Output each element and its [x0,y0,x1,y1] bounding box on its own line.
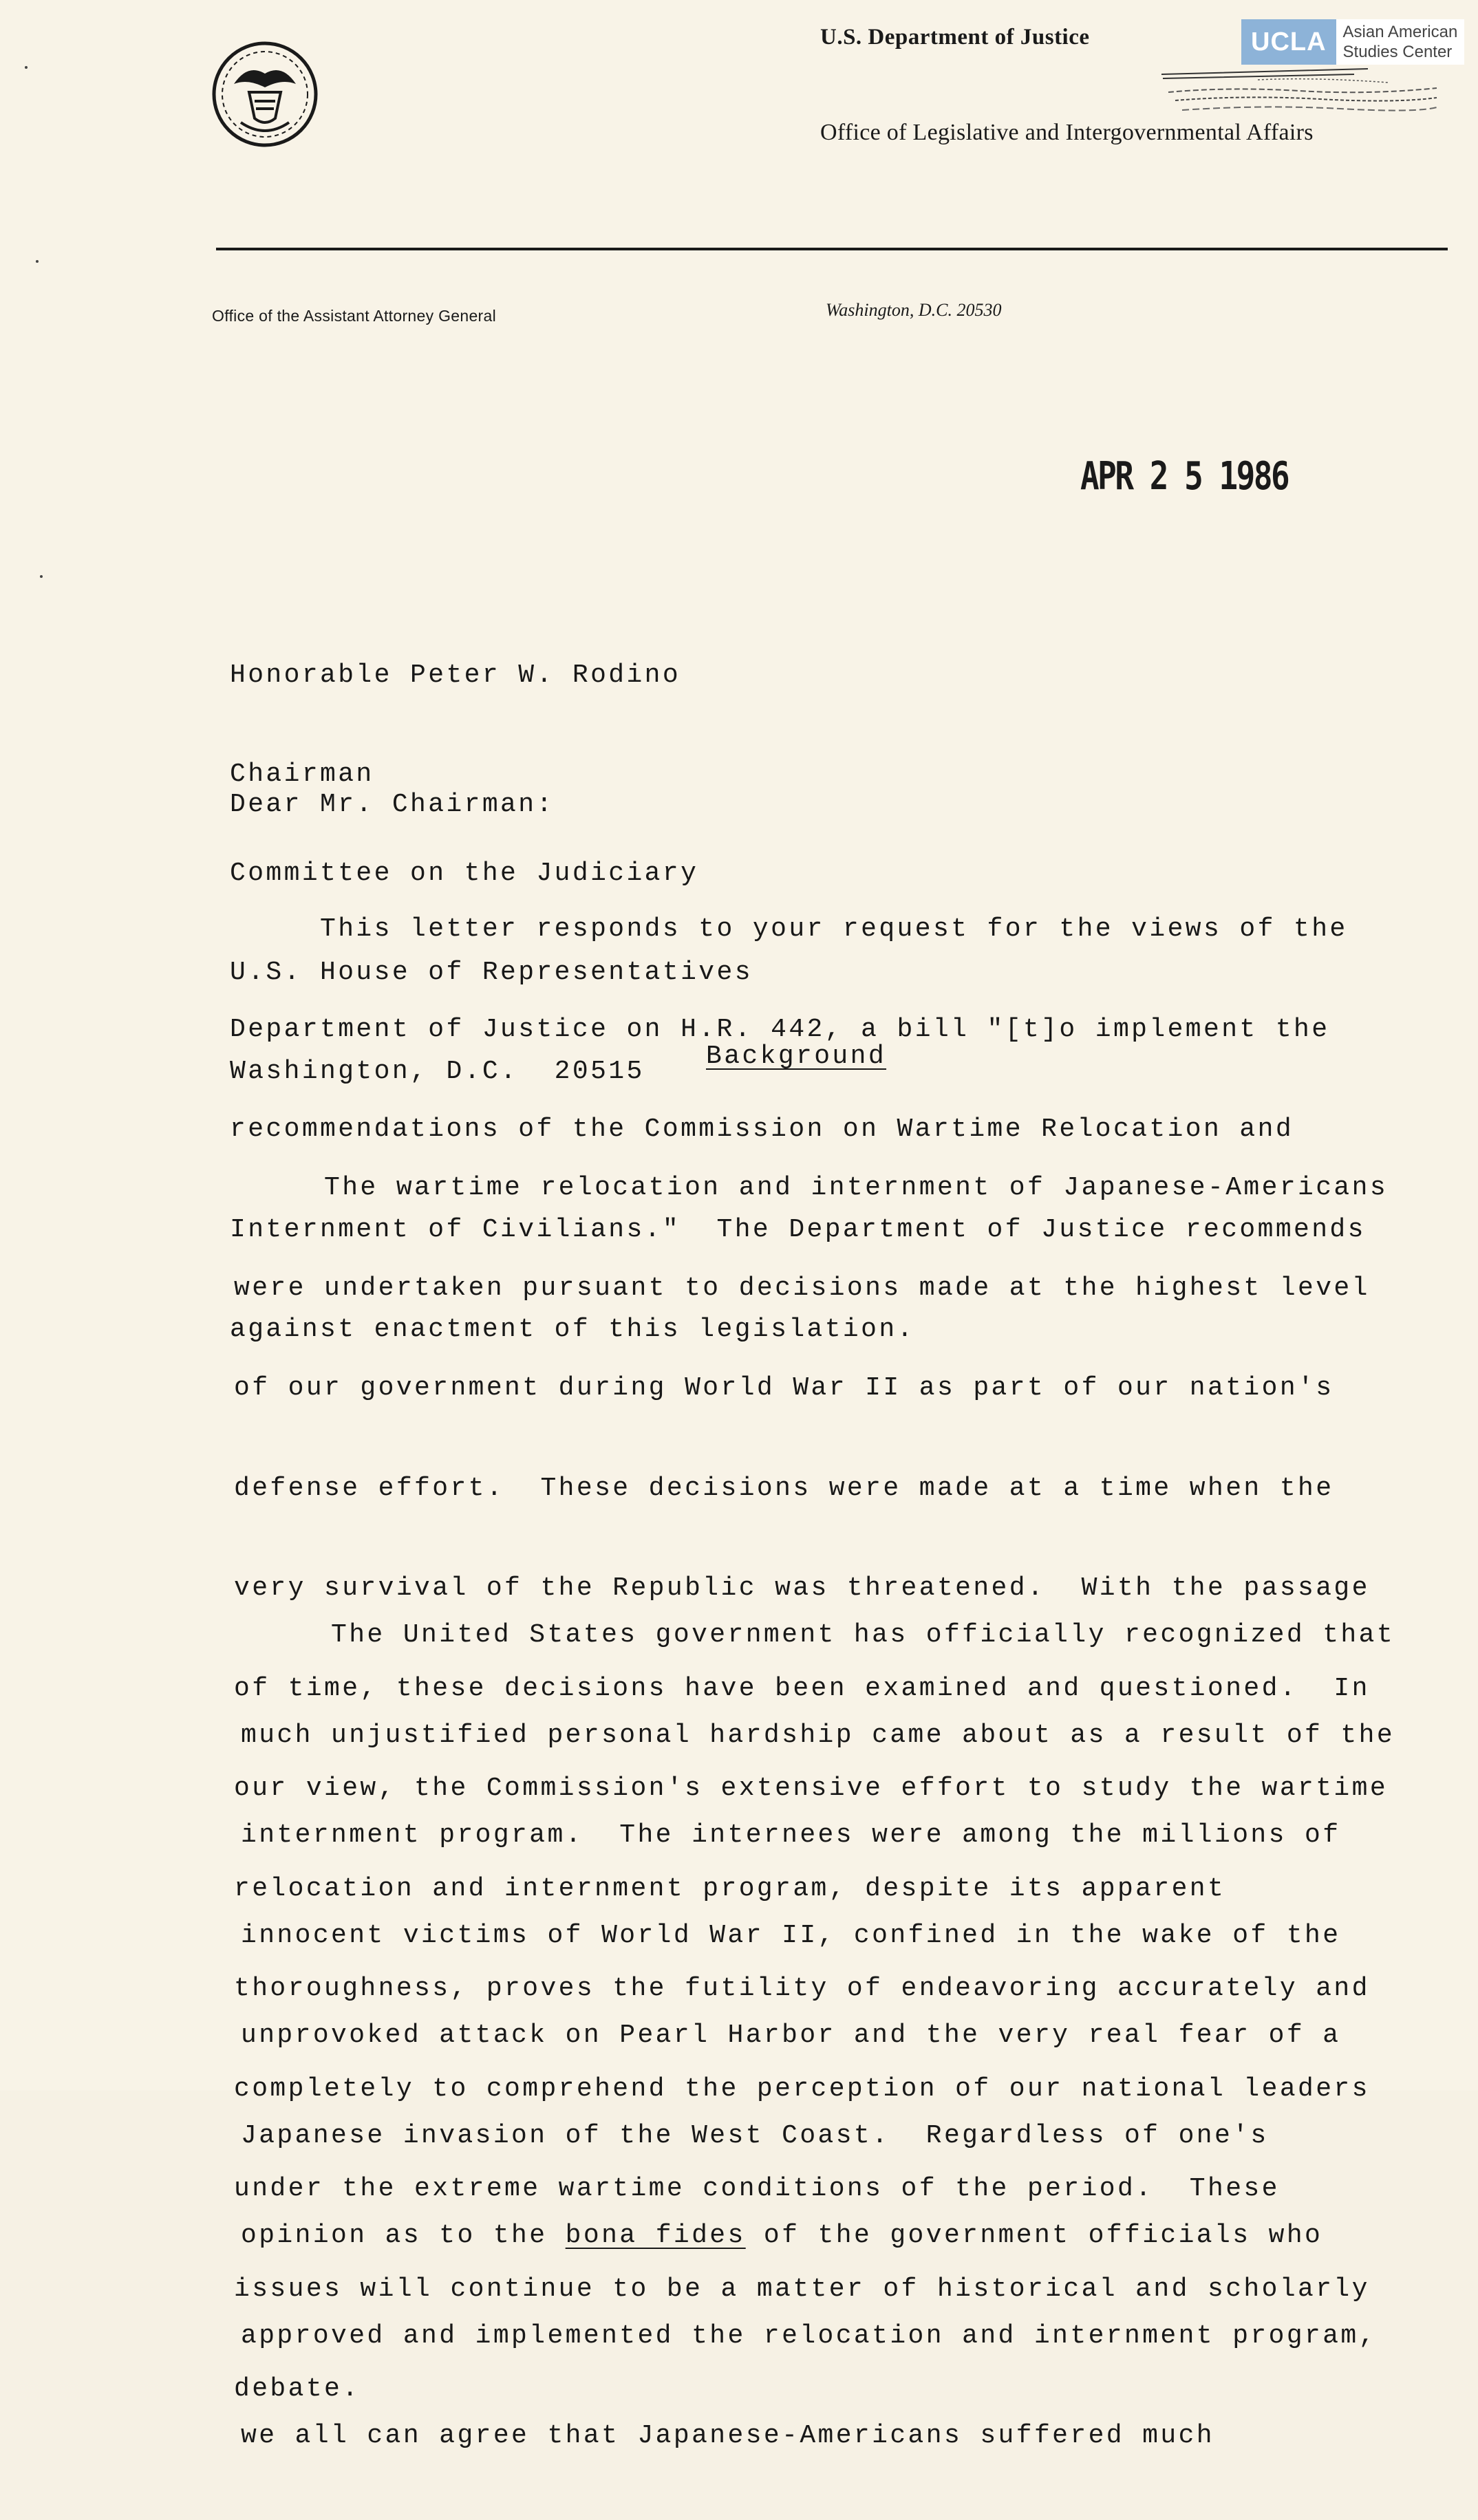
letterhead-divider [216,248,1448,250]
text-line: internment program. The internees were among the millions of [241,1820,1341,1850]
office-location: Washington, D.C. 20530 [826,300,1002,320]
text-line: Internment of Civilians." The Department of Justice recommends [230,1214,1366,1245]
sub-office-name: Office of the Assistant Attorney General [212,307,497,325]
text-line: relocation and internment program, despite its apparent [234,1873,1226,1904]
text-line: of time, these decisions have been examined and questioned. In [234,1673,1370,1703]
paper-speck [40,575,43,578]
salutation: Dear Mr. Chairman: [230,790,555,819]
doj-seal-icon [206,36,323,153]
office-name: Office of Legislative and Intergovernmental Affairs [820,120,1314,145]
text-line: defense effort. These decisions were made at a time when the [234,1473,1334,1503]
text-line: against enactment of this legislation. [230,1315,915,1344]
text-line: debate. [234,2374,361,2404]
text-line: very survival of the Republic was threatened. With the passage [234,1573,1370,1603]
recipient-line: U.S. House of Representatives [230,958,753,987]
text-fragment: of the government officials who [745,2221,1323,2250]
text-line: our view, the Commission's extensive effort to study the wartime [234,1774,1389,1803]
text-line: This letter responds to your request for the views of the [230,914,1348,944]
section-heading: Background [706,1042,887,1071]
recipient-line: Committee on the Judiciary [230,859,699,888]
text-line: thoroughness, proves the futility of endeavoring accurately and [234,1974,1370,2003]
text-line: under the extreme wartime conditions of the period. These [234,2174,1280,2204]
date-stamp: APR 2 5 1986 [1080,454,1289,499]
watermark-caption [1336,19,1465,65]
recipient-line: Honorable Peter W. Rodino [230,660,681,690]
ucla-logo: UCLA [1241,19,1336,65]
text-line: much unjustified personal hardship came about as a result of the [241,1720,1395,1750]
recipient-line: Chairman [230,760,374,789]
text-line: of our government during World War II as part of our nation's [234,1373,1334,1403]
ucla-watermark-badge [1241,19,1464,65]
text-line: Japanese invasion of the West Coast. Regardless of one's [241,2120,1269,2151]
text-line: Department of Justice on H.R. 442, a bill "[t]o implement the [230,1014,1330,1044]
text-line: issues will continue to be a matter of historical and scholarly [234,2274,1370,2304]
text-line: we all can agree that Japanese-Americans suffered much [241,2421,1214,2451]
underlined-phrase: bona fides [565,2221,746,2250]
text-line: approved and implemented the relocation and internment program, [241,2320,1377,2351]
text-line: innocent victims of World War II, confined in the wake of the [241,1920,1341,1950]
text-line: The wartime relocation and internment of Japanese-Americans [234,1173,1389,1203]
watermark-line-2: Studies Center [1342,43,1453,61]
paper-speck [25,66,28,69]
department-name: U.S. Department of Justice [820,25,1090,50]
text-line: unprovoked attack on Pearl Harbor and the very real fear of a [241,2021,1341,2050]
watermark-line-1: Asian American [1342,23,1458,41]
text-fragment: opinion as to the [241,2221,566,2250]
scribbled-mark-icon [1161,59,1444,118]
text-line: The United States government has officially recognized that [241,1620,1395,1650]
text-line [241,2219,1395,2253]
paper-speck [36,260,39,263]
recipient-line: Washington, D.C. 20515 [230,1057,645,1086]
text-line: recommendations of the Commission on Wartime Relocation and [230,1114,1294,1144]
text-line: completely to comprehend the perception of our national leaders [234,2074,1370,2104]
text-line: were undertaken pursuant to decisions made at the highest level [234,1273,1370,1303]
paragraph-hardship [241,1552,1395,2520]
